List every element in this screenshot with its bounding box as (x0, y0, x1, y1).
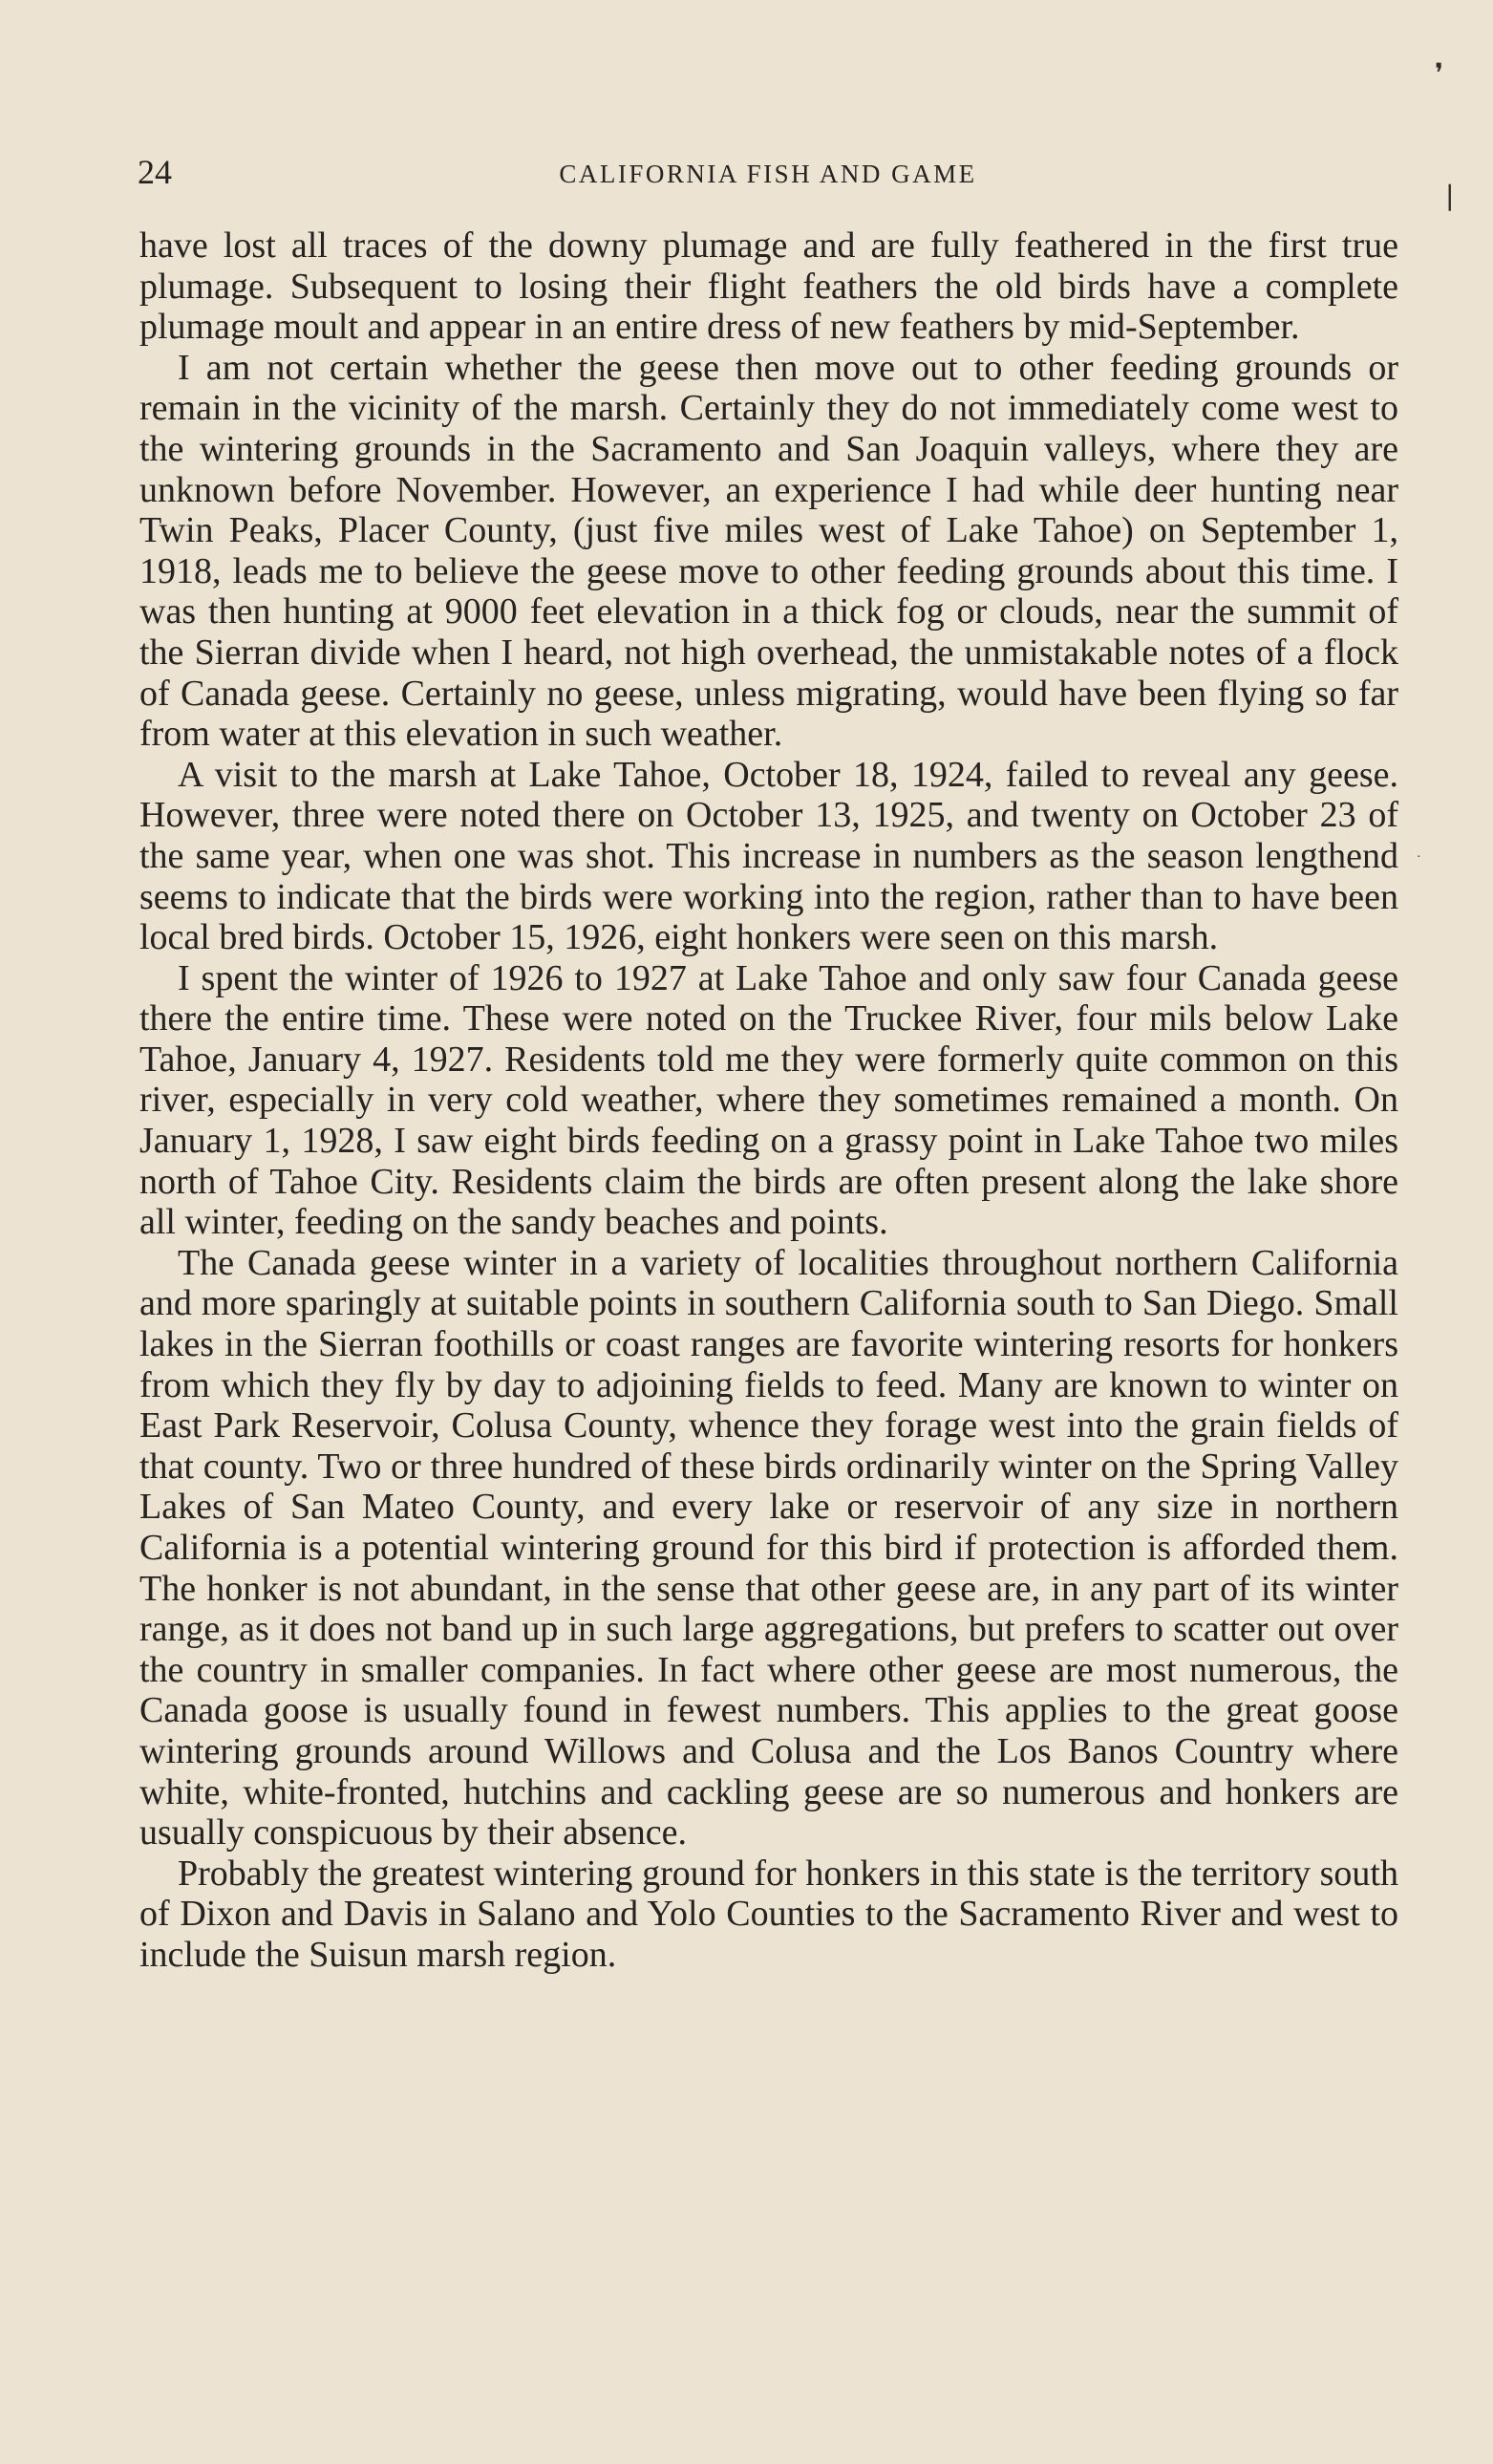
margin-mark: ❘ (1439, 182, 1461, 211)
margin-mark: ❜ (1435, 59, 1444, 89)
page-header (138, 148, 1398, 196)
page-number: 24 (138, 153, 172, 191)
margin-mark: · (1417, 850, 1421, 865)
paragraph: The Canada geese winter in a variety of localities throughout northern California and more sparingly at suitable points in southern California south to San Diego. Small lakes in the Sierran foothills or coast ranges are favorite wintering resorts for honkers from which they fly by day to adjoining fields to feed. Many are known to winter on East Park Reservoir, Colusa County, whence they forage west into the grain fields of that county. Two or three hundred of these birds ordinarily winter on the Spring Valley Lakes of San Mateo County, and every lake or reservoir of any size in northern California is a potential wintering ground for this bird if protection is afforded them. The honker is not abundant, in the sense that other geese are, in any part of its winter range, as it does not band up in such large aggregations, but prefers to scatter out over the country in smaller companies. In fact where other geese are most numerous, the Canada goose is usually found in fewest numbers. This applies to the great goose wintering grounds around Willows and Colusa and the Los Banos Country where white, white-fronted, hutchins and cackling geese are so numerous and honkers are usually conspicuous by their absence. (139, 1242, 1398, 1853)
paragraph: I am not certain whether the geese then move out to other feeding grounds or remain in the vicinity of the marsh. Certainly they do not immediately come west to the wintering grounds in the Sacramento and San Joaquin valleys, where they are unknown before November. However, an experience I had while deer hunting near Twin Peaks, Placer County, (just five miles west of Lake Tahoe) on September 1, 1918, leads me to believe the geese move to other feeding grounds about this time. I was then hunting at 9000 feet elevation in a thick fog or clouds, near the summit of the Sierran divide when I heard, not high overhead, the unmistakable notes of a flock of Canada geese. Certainly no geese, unless migrating, would have been flying so far from water at this elevation in such weather. (139, 347, 1398, 755)
paragraph: A visit to the marsh at Lake Tahoe, October 18, 1924, failed to reveal any geese. However, three were noted there on October 13, 1925, and twenty on October 23 of the same year, when one was shot. This increase in numbers as the season lengthend seems to indicate that the birds were working into the region, rather than to have been local bred birds. October 15, 1926, eight honkers were seen on this marsh. (139, 754, 1398, 958)
paragraph: I spent the winter of 1926 to 1927 at Lake Tahoe and only saw four Canada geese there the entire time. These were noted on the Truckee River, four mils below Lake Tahoe, January 4, 1927. Residents told me they were formerly quite common on this river, especially in very cold weather, where they sometimes remained a month. On January 1, 1928, I saw eight birds feeding on a grassy point in Lake Tahoe two miles north of Tahoe City. Residents claim the birds are often present along the lake shore all winter, feeding on the sandy beaches and points. (139, 957, 1398, 1243)
paragraph: have lost all traces of the downy plumage and are fully feathered in the first true plumage. Subsequent to losing their flight feathers the old birds have a complete plumage moult and appear in an entire dress of new feathers by mid-September. (139, 225, 1398, 348)
body-text (139, 225, 1398, 1976)
running-head: CALIFORNIA FISH AND GAME (559, 160, 977, 188)
paragraph: Probably the greatest wintering ground for honkers in this state is the territory south of Dixon and Davis in Salano and Yolo Counties to the Sacramento River and west to include the Suisun marsh region. (139, 1853, 1398, 1975)
